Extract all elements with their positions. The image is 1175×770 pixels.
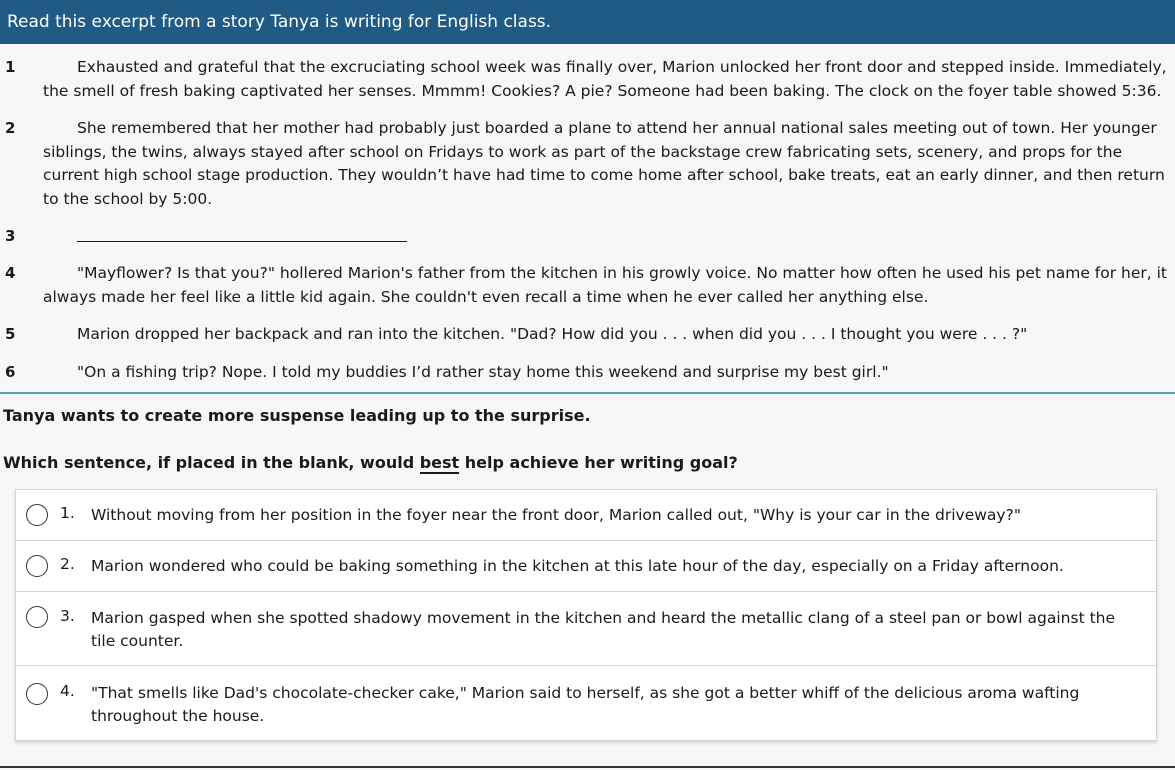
paragraph-text: "Mayflower? Is that you?" hollered Marion's father from the kitchen in his growly voice. No matter how often he used his pet name for her, it always made her feel like a little kid again. She couldn't even recall a time when he ever called her anything else.: [43, 264, 1167, 306]
instruction-text: Read this excerpt from a story Tanya is writing for English class.: [7, 12, 552, 32]
paragraph-6: [0, 361, 1175, 385]
radio-button[interactable]: [26, 555, 48, 577]
choice-4[interactable]: [16, 666, 1156, 740]
story-passage: [0, 56, 1175, 398]
instruction-header: [0, 0, 1175, 44]
prompt-text-before: Which sentence, if placed in the blank, would: [3, 453, 420, 472]
paragraph-text: Exhausted and grateful that the excruciating school week was finally over, Marion unlocked her front door and stepped inside. Immediately, the smell of fresh baking captivated her senses. Mmmm! Cookies? A pie? Someone had been baking. The clock on the foyer table showed 5:36.: [43, 58, 1167, 100]
choice-text: Without moving from her position in the foyer near the front door, Marion called out, "Why is your car in the driveway?": [91, 506, 1021, 524]
paragraph-4: [0, 262, 1175, 309]
choice-3[interactable]: [16, 592, 1156, 666]
paragraph-number: 6: [5, 362, 16, 381]
paragraph-1: [0, 56, 1175, 103]
paragraph-number: 2: [5, 119, 16, 137]
choice-number: 2.: [60, 555, 75, 573]
bottom-border: [0, 766, 1175, 768]
radio-button[interactable]: [26, 606, 48, 628]
prompt-emphasis: best: [419, 453, 460, 472]
choice-2[interactable]: [16, 541, 1156, 592]
paragraph-number: 4: [5, 264, 16, 282]
question-prompt: [3, 453, 738, 472]
radio-button[interactable]: [26, 683, 48, 705]
choice-1[interactable]: [16, 490, 1156, 541]
paragraph-text: Marion dropped her backpack and ran into the kitchen. "Dad? How did you . . . when did you . . . I thought you were . . . ?": [77, 325, 1028, 343]
answer-blank: [77, 225, 407, 242]
paragraph-5: [0, 323, 1175, 347]
radio-button[interactable]: [26, 504, 48, 526]
paragraph-2: [0, 117, 1175, 211]
paragraph-number: 5: [5, 325, 16, 343]
paragraph-3-blank: [0, 225, 1175, 248]
choice-text: Marion gasped when she spotted shadowy movement in the kitchen and heard the metallic clang of a steel pan or bowl against the tile counter.: [91, 609, 1116, 650]
prompt-text-after: help achieve her writing goal?: [459, 453, 738, 472]
section-divider: [0, 392, 1175, 394]
choice-text: Marion wondered who could be baking something in the kitchen at this late hour of the day, especially on a Friday afternoon.: [91, 557, 1064, 575]
writing-goal: Tanya wants to create more suspense leading up to the surprise.: [3, 406, 591, 425]
answer-choices: [15, 489, 1157, 741]
choice-number: 1.: [60, 504, 75, 522]
choice-number: 4.: [60, 682, 75, 700]
paragraph-number: 1: [5, 58, 16, 76]
paragraph-number: 3: [5, 227, 16, 245]
paragraph-text: "On a fishing trip? Nope. I told my buddies I’d rather stay home this weekend and surprise my best girl.": [77, 362, 889, 381]
choice-text: "That smells like Dad's chocolate-checker cake," Marion said to herself, as she got a better whiff of the delicious aroma wafting throughout the house.: [91, 684, 1080, 725]
paragraph-text: She remembered that her mother had probably just boarded a plane to attend her annual national sales meeting out of town. Her younger siblings, the twins, always stayed after school on Fridays to work as part of the backstage crew fabricating sets, scenery, and props for the current high school stage production. They wouldn’t have had time to come home after school, bake treats, eat an early dinner, and then return to the school by 5:00.: [43, 119, 1165, 208]
choice-number: 3.: [60, 607, 75, 625]
